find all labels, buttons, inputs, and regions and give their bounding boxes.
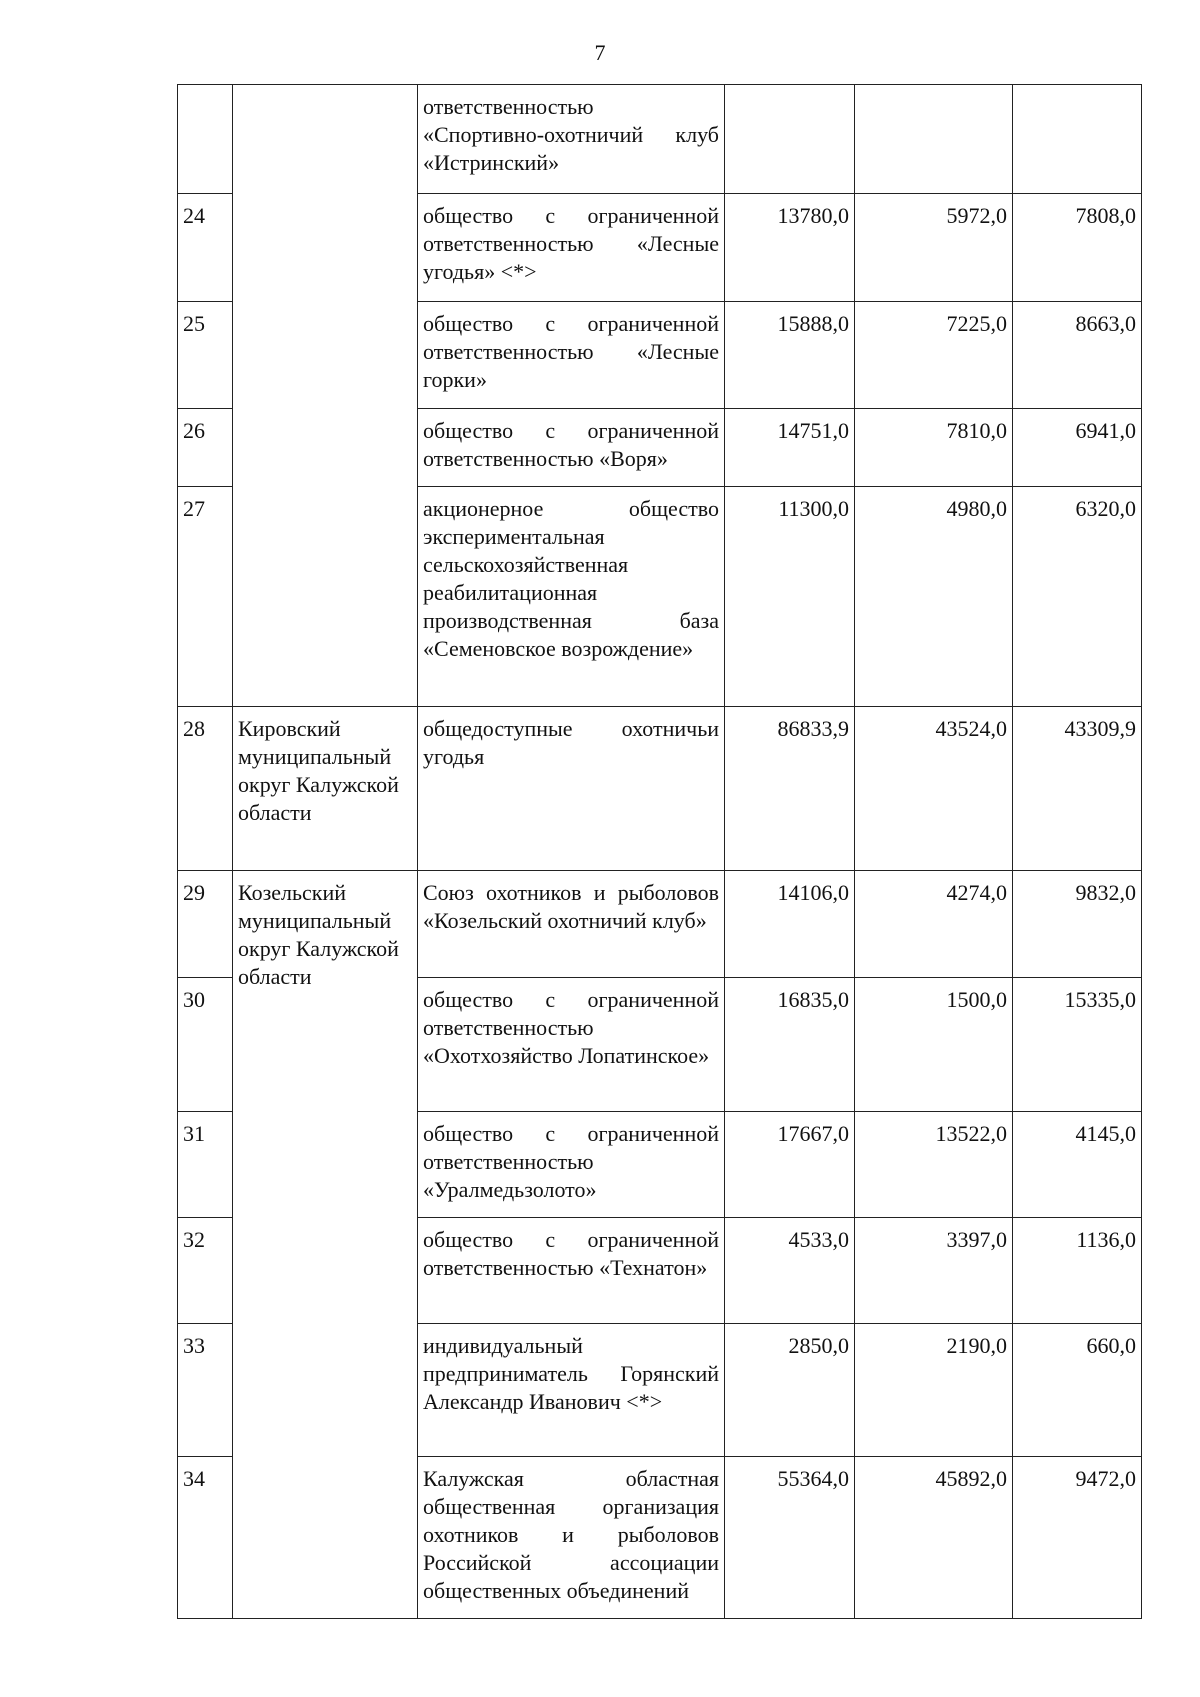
organization-name: общество с ограниченной ответственностью «Охотхозяйство Лопатинское» (418, 978, 725, 1112)
organization-name: общество с ограниченной ответственностью «Уралмедьзолото» (418, 1112, 725, 1218)
table-row (178, 707, 1142, 871)
district-name: Козельский муниципальный округ Калужской области (233, 871, 418, 1619)
area-column-3: 1136,0 (1013, 1218, 1142, 1324)
area-column-3: 7808,0 (1013, 194, 1142, 302)
area-column-2: 2190,0 (855, 1324, 1013, 1457)
row-number: 30 (178, 978, 233, 1112)
district-cell-empty (233, 85, 418, 707)
hunting-grounds-table (177, 84, 1142, 1619)
area-column-3: 43309,9 (1013, 707, 1142, 871)
area-column-2: 4274,0 (855, 871, 1013, 978)
organization-name: индивидуальный предприниматель Горянский Александр Иванович <*> (418, 1324, 725, 1457)
area-column-3: 6941,0 (1013, 409, 1142, 487)
area-column-2: 7225,0 (855, 302, 1013, 409)
area-column-3 (1013, 85, 1142, 194)
row-number: 33 (178, 1324, 233, 1457)
organization-name: общедоступные охотничьи угодья (418, 707, 725, 871)
organization-name: ответственностью «Спортивно-охотничий клуб «Истринский» (418, 85, 725, 194)
table-row (178, 85, 1142, 194)
row-number: 29 (178, 871, 233, 978)
row-number: 34 (178, 1457, 233, 1619)
row-number: 28 (178, 707, 233, 871)
total-area: 2850,0 (725, 1324, 855, 1457)
row-number: 24 (178, 194, 233, 302)
total-area: 55364,0 (725, 1457, 855, 1619)
total-area: 16835,0 (725, 978, 855, 1112)
total-area: 13780,0 (725, 194, 855, 302)
area-column-2: 1500,0 (855, 978, 1013, 1112)
total-area: 11300,0 (725, 487, 855, 707)
area-column-3: 9832,0 (1013, 871, 1142, 978)
organization-name: общество с ограниченной ответственностью «Лесные угодья» <*> (418, 194, 725, 302)
area-column-2: 5972,0 (855, 194, 1013, 302)
area-column-3: 9472,0 (1013, 1457, 1142, 1619)
row-number: 25 (178, 302, 233, 409)
area-column-3: 4145,0 (1013, 1112, 1142, 1218)
row-number: 32 (178, 1218, 233, 1324)
organization-name: общество с ограниченной ответственностью «Воря» (418, 409, 725, 487)
area-column-2: 7810,0 (855, 409, 1013, 487)
organization-name: общество с ограниченной ответственностью «Технатон» (418, 1218, 725, 1324)
organization-name: акционерное общество экспериментальная сельскохозяйственная реабилитационная производственная база «Семеновское возрождение» (418, 487, 725, 707)
area-column-2: 13522,0 (855, 1112, 1013, 1218)
total-area (725, 85, 855, 194)
district-name: Кировский муниципальный округ Калужской области (233, 707, 418, 871)
total-area: 14106,0 (725, 871, 855, 978)
area-column-2: 45892,0 (855, 1457, 1013, 1619)
total-area: 14751,0 (725, 409, 855, 487)
area-column-2: 4980,0 (855, 487, 1013, 707)
row-number (178, 85, 233, 194)
row-number: 31 (178, 1112, 233, 1218)
total-area: 4533,0 (725, 1218, 855, 1324)
row-number: 27 (178, 487, 233, 707)
area-column-2: 43524,0 (855, 707, 1013, 871)
row-number: 26 (178, 409, 233, 487)
area-column-3: 6320,0 (1013, 487, 1142, 707)
table-row (178, 871, 1142, 978)
area-column-2: 3397,0 (855, 1218, 1013, 1324)
page-number: 7 (594, 40, 606, 65)
total-area: 15888,0 (725, 302, 855, 409)
total-area: 17667,0 (725, 1112, 855, 1218)
area-column-3: 8663,0 (1013, 302, 1142, 409)
area-column-3: 660,0 (1013, 1324, 1142, 1457)
area-column-3: 15335,0 (1013, 978, 1142, 1112)
area-column-2 (855, 85, 1013, 194)
organization-name: Калужская областная общественная организация охотников и рыболовов Российской ассоциации общественных объединений (418, 1457, 725, 1619)
total-area: 86833,9 (725, 707, 855, 871)
organization-name: общество с ограниченной ответственностью «Лесные горки» (418, 302, 725, 409)
organization-name: Союз охотников и рыболовов «Козельский охотничий клуб» (418, 871, 725, 978)
